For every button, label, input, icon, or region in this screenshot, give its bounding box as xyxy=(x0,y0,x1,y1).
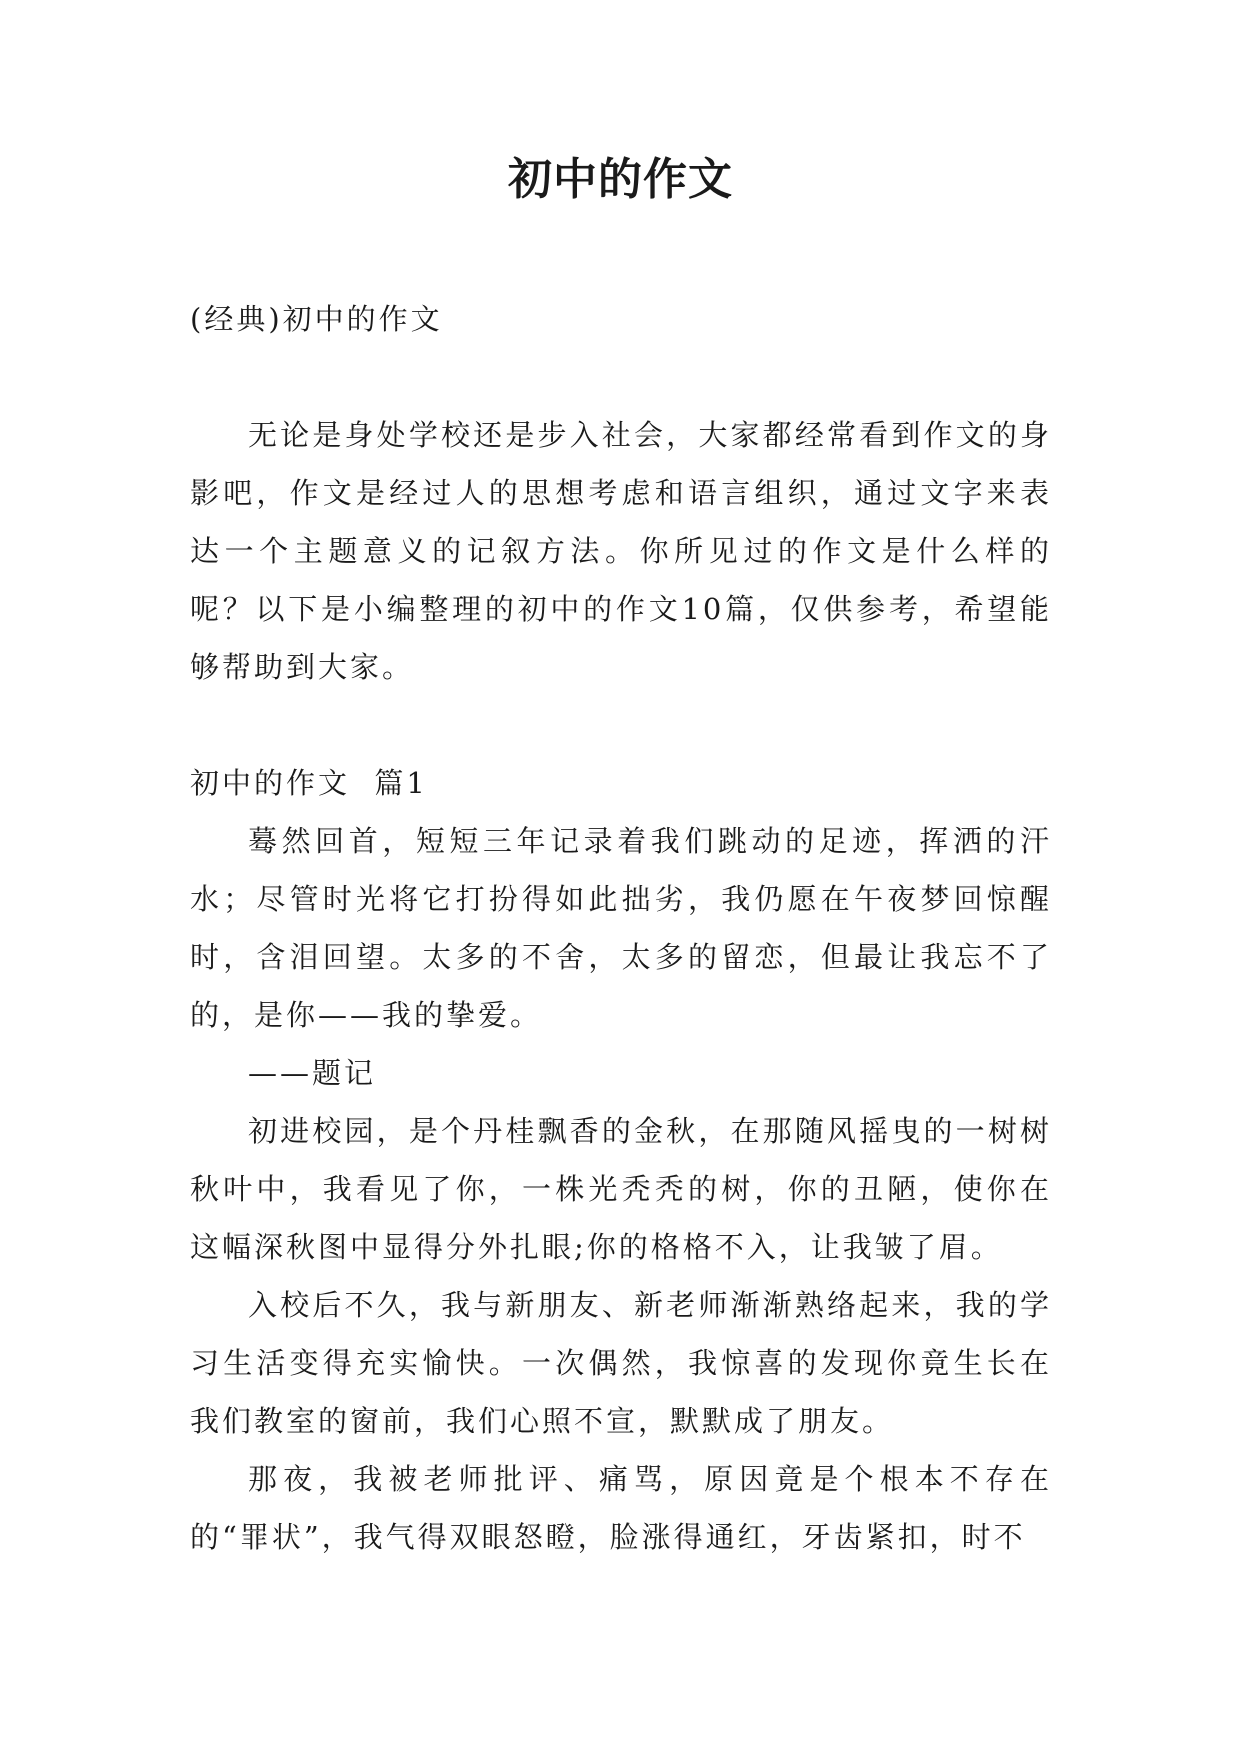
document-body xyxy=(190,290,1052,1566)
body-paragraph: 那夜，我被老师批评、痛骂，原因竟是个根本不存在的“罪状”，我气得双眼怒瞪，脸涨得通红，牙齿紧扣，时不 xyxy=(190,1462,1052,1554)
section-heading: 初中的作文 篇1 xyxy=(190,766,428,800)
epigraph-note: ——题记 xyxy=(248,1056,377,1090)
body-paragraph: 入校后不久，我与新朋友、新老师渐渐熟络起来，我的学习生活变得充实愉快。一次偶然，我惊喜的发现你竟生长在我们教室的窗前，我们心照不宣，默默成了朋友。 xyxy=(190,1288,1052,1438)
body-paragraph: 蓦然回首，短短三年记录着我们跳动的足迹，挥洒的汗水；尽管时光将它打扮得如此拙劣，我仍愿在午夜梦回惊醒时，含泪回望。太多的不舍，太多的留恋，但最让我忘不了的，是你——我的挚爱。 xyxy=(190,824,1052,1032)
body-paragraph: 初进校园，是个丹桂飘香的金秋，在那随风摇曳的一树树秋叶中，我看见了你，一株光秃秃的树，你的丑陋，使你在这幅深秋图中显得分外扎眼;你的格格不入，让我皱了眉。 xyxy=(190,1114,1052,1264)
intro-paragraph: 无论是身处学校还是步入社会，大家都经常看到作文的身影吧，作文是经过人的思想考虑和语言组织，通过文字来表达一个主题意义的记叙方法。你所见过的作文是什么样的呢？以下是小编整理的初中的作文10篇，仅供参考，希望能够帮助到大家。 xyxy=(190,418,1052,684)
document-subtitle: (经典)初中的作文 xyxy=(190,302,443,336)
document-title: 初中的作文 xyxy=(508,154,733,205)
